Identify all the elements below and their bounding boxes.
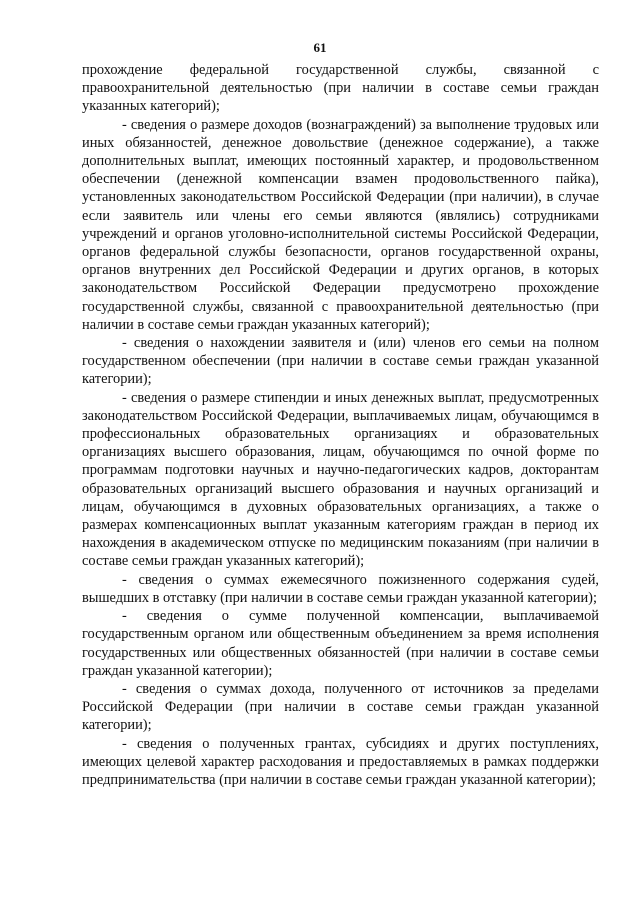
paragraph-retired-judges: - сведения о суммах ежемесячного пожизненного содержания судей, вышедших в отставку (при наличии в составе семьи граждан указанной категории);: [82, 571, 599, 606]
paragraph-state-support: - сведения о нахождении заявителя и (или) членов его семьи на полном государственном обеспечении (при наличии в составе семьи граждан указанной категории);: [82, 335, 599, 388]
paragraph-foreign-income: - сведения о суммах дохода, полученного от источников за пределами Российской Федерации (при наличии в составе семьи граждан указанной категории);: [82, 680, 599, 734]
paragraph-scholarship: - сведения о размере стипендии и иных денежных выплат, предусмотренных законодательством Российской Федерации, выплачиваемых лицам, обучающимся в профессиональных образовательных организациях и образовательных организациях высшего образования, лицам, обучающимся по очной форме по программам подготовки научных и научно-педагогических кадров, докторантам образовательных организаций высшего образования и научных организаций и лицам, обучающимся в духовных образовательных организациях, а также о размерах компенсационных выплат указанным категориям граждан в период их нахождения в академическом отпуске по медицинским показаниям (при наличии в составе семьи граждан указанных категорий);: [82, 389, 599, 570]
paragraph-income-law-enforcement: - сведения о размере доходов (вознаграждений) за выполнение трудовых или иных обязанностей, денежное довольствие (денежное содержание), а также дополнительных выплат, имеющих постоянный характер, и продовольственном обеспечении (денежной компенсации взамен продовольственного пайка), установленных законодательством Российской Федерации (при наличии), в случае если заявитель или члены его семьи являются (являлись) сотрудниками учреждений и органов уголовно-исполнительной системы Российской Федерации, органов федеральной службы безопасности, органов государственной охраны, органов внутренних дел Российской Федерации и других органов, в которых законодательством Российской Федерации предусмотрено прохождение государственной службы, связанной с правоохранительной деятельностью (при наличии в составе семьи граждан указанных категорий);: [82, 116, 599, 333]
paragraph-grants-subsidies: - сведения о полученных грантах, субсидиях и других поступлениях, имеющих целевой характер расходования и предоставляемых в рамках поддержки предпринимательства (при наличии в составе семьи граждан указанной категории);: [82, 735, 599, 788]
paragraph-continuation: прохождение федеральной государственной службы, связанной с правоохранительной деятельностью (при наличии в составе семьи граждан указанных категорий);: [82, 62, 599, 115]
paragraph-compensation: - сведения о сумме полученной компенсации, выплачиваемой государственным органом или общественным объединением за время исполнения государственных или общественных обязанностей (при наличии в составе семьи граждан указанной категории);: [82, 608, 599, 679]
document-body: [82, 61, 599, 789]
page-number: 61: [313, 40, 327, 55]
